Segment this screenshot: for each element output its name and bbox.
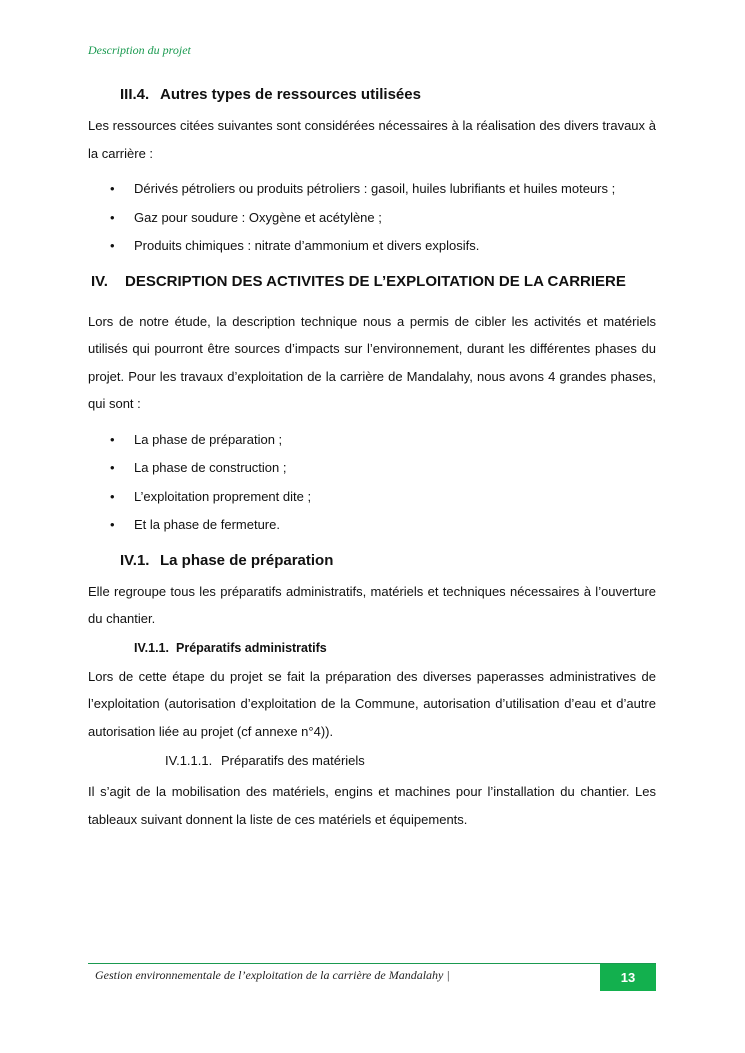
section-title: La phase de préparation bbox=[160, 551, 334, 569]
paragraph: Il s’agit de la mobilisation des matériels, engins et machines pour l’installation du chantier. Les tableaux suivant donnent la liste de ces matériels et équipements. bbox=[88, 784, 656, 827]
bullet-icon: • bbox=[110, 460, 115, 475]
paragraph: Elle regroupe tous les préparatifs administratifs, matériels et techniques nécessaires à l’ouverture du chantier. bbox=[88, 583, 656, 626]
section-title: Préparatifs administratifs bbox=[176, 640, 327, 655]
footer-divider bbox=[88, 963, 656, 964]
section-number: IV.1. bbox=[120, 551, 150, 569]
page-number-badge: 13 bbox=[600, 964, 656, 991]
section-title: DESCRIPTION DES ACTIVITES DE L’EXPLOITATION DE LA CARRIERE bbox=[125, 272, 626, 290]
bullet-icon: • bbox=[110, 488, 115, 504]
paragraph: Lors de notre étude, la description technique nous a permis de cibler les activités et matériels utilisés qui pourront être sources d’impacts sur l’environnement, durant les différentes phases du projet. Pour les travaux d’exploitation de la carrière de Mandalahy, nous avons 4 grandes phases, qui sont : bbox=[88, 313, 656, 411]
section-number: IV.1.1. bbox=[134, 640, 169, 655]
bullet-list-resources bbox=[88, 175, 656, 261]
paragraph: Lors de cette étape du projet se fait la préparation des diverses paperasses administratives de l’exploitation (autorisation d’exploitation de la Commune, autorisation d’utilisation d’eau et d’autre autorisation liée au projet (cf annexe n°4)). bbox=[88, 668, 656, 739]
list-item: • Gaz pour soudure : Oxygène et acétylène ; bbox=[134, 204, 656, 233]
bullet-list-phases bbox=[88, 426, 656, 540]
list-item: • Dérivés pétroliers ou produits pétroliers : gasoil, huiles lubrifiants et huiles moteurs ; bbox=[134, 175, 656, 204]
section-title: Autres types de ressources utilisées bbox=[160, 86, 421, 103]
section-heading-iv-1-1 bbox=[88, 641, 656, 655]
section-heading-iv-1 bbox=[88, 552, 656, 569]
section-heading-iv-1-1-1 bbox=[88, 753, 656, 768]
list-item: • La phase de construction ; bbox=[134, 454, 656, 483]
bullet-icon: • bbox=[110, 209, 115, 225]
list-item: • Produits chimiques : nitrate d’ammonium et divers explosifs. bbox=[134, 232, 656, 261]
section-number: IV.1.1.1. bbox=[165, 753, 213, 768]
page-content bbox=[88, 86, 656, 841]
list-item: • Et la phase de fermeture. bbox=[134, 511, 656, 540]
section-title: Préparatifs des matériels bbox=[221, 753, 365, 768]
list-item: • L’exploitation proprement dite ; bbox=[134, 483, 656, 512]
footer-text: Gestion environnementale de l’exploitation de la carrière de Mandalahy | bbox=[95, 968, 450, 982]
bullet-icon: • bbox=[110, 431, 115, 447]
list-item: • La phase de préparation ; bbox=[134, 426, 656, 455]
bullet-icon: • bbox=[110, 238, 115, 253]
bullet-icon: • bbox=[110, 517, 115, 532]
section-heading-iii-4 bbox=[88, 86, 656, 103]
section-number: III.4. bbox=[120, 86, 150, 103]
running-header: Description du projet bbox=[88, 43, 191, 57]
section-number: IV. bbox=[91, 272, 108, 290]
bullet-icon: • bbox=[110, 181, 115, 196]
paragraph: Les ressources citées suivantes sont considérées nécessaires à la réalisation des divers travaux à la carrière : bbox=[88, 118, 656, 161]
section-heading-iv bbox=[91, 273, 656, 290]
